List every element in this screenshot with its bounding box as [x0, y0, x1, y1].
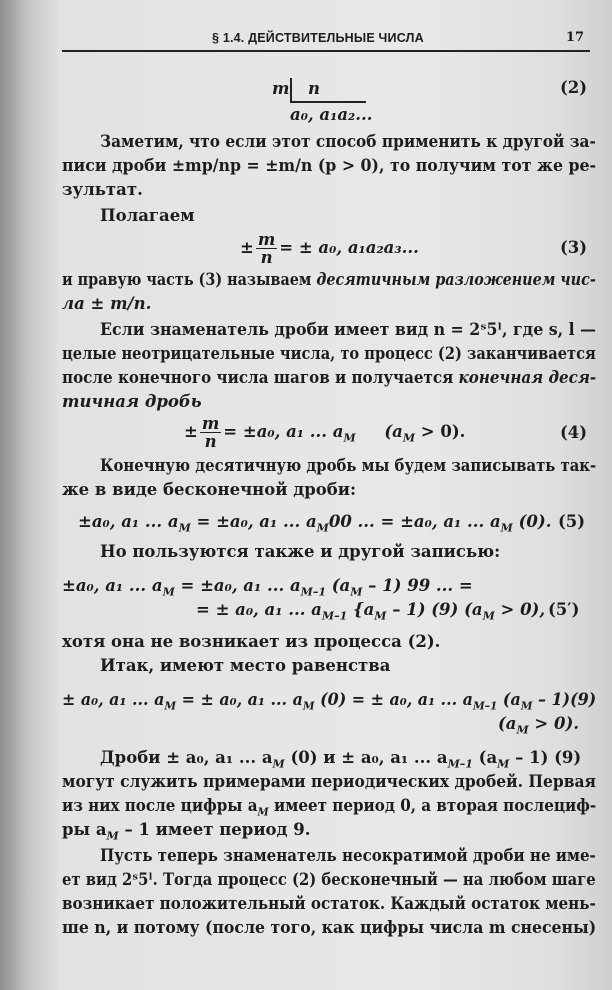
equation-4 [184, 412, 465, 458]
p3-term: десятичным разложением чис- [316, 270, 596, 289]
eq5-part1: ±a₀, a₁ ... a [78, 512, 179, 531]
p9-s4: M [257, 805, 269, 819]
p10-line3: возникает положительный остаток. Каждый остаток мень- [62, 894, 596, 913]
equation-6-line2 [498, 714, 579, 740]
eq6-s3: M–1 [472, 699, 498, 713]
eq5p-s1: M [162, 585, 175, 599]
scheme-dividend: m [272, 79, 290, 98]
p9-s1: M [272, 757, 285, 771]
eq6-s1: M [164, 699, 177, 713]
eq6-e: – 1)(9) [532, 690, 597, 709]
eq5p-s5: M [374, 609, 387, 623]
p9-b: (0) и ± a₀, a₁ ... a [284, 748, 448, 767]
eq4-num: m [201, 414, 220, 433]
eq5p-g: – 1) (9) (a [386, 600, 483, 619]
eq3-rhs: = ± a₀, a₁a₂a₃... [279, 238, 419, 257]
p10-line4: ше n, и потому (после того, как цифры числа m снесены) [62, 918, 597, 937]
p10-line2: ет вид 2ˢ5ˡ. Тогда процесс (2) бесконечный — на любом шаге [62, 870, 596, 889]
p9-d: – 1) (9) [509, 748, 582, 767]
eq5p-d: – 1) 99 ... = [362, 576, 473, 595]
p9-line4 [62, 820, 311, 846]
p1-line3: зультат. [62, 180, 143, 199]
eq4-rhs: = ±a₀, a₁ ... a [223, 422, 344, 441]
p9-e: из них после цифры a [62, 796, 258, 815]
eq-label-5: (5) [558, 512, 586, 531]
p9-c: (a [472, 748, 498, 767]
p9-line2: могут служить примерами периодических дробей. Первая [62, 772, 596, 791]
eq5-part2: = ±a₀, a₁ ... a [190, 512, 317, 531]
p7-line: хотя она не возникает из процесса (2). [62, 632, 441, 651]
p1-line2: писи дроби ±mp/np = ±m/n (p > 0), то получим тот же ре- [62, 156, 597, 175]
eq4-cond-sub: M [402, 431, 416, 445]
eq6-a: ± a₀, a₁ ... a [62, 690, 165, 709]
p3-text: и правую часть (3) называем [62, 270, 317, 289]
eq5p-s2: M–1 [300, 585, 326, 599]
eq6-s2: M [302, 699, 315, 713]
eq6-f: (a [498, 714, 517, 733]
eq3-fraction [256, 231, 277, 266]
eq5p-c: (a [326, 576, 351, 595]
scheme-horizontal-bar [290, 101, 366, 103]
scheme-vertical-bar [290, 78, 292, 102]
eq6-g: > 0). [528, 714, 580, 733]
p5-line2: же в виде бесконечной дроби: [62, 480, 357, 499]
eq6-s5: M [516, 723, 529, 737]
eq-label-3: (3) [560, 238, 588, 257]
equation-5p-line1 [62, 576, 473, 602]
equation-3 [240, 228, 419, 268]
section-title: § 1.4. ДЕЙСТВИТЕЛЬНЫЕ ЧИСЛА [212, 31, 424, 45]
eq5p-s3: M [350, 585, 363, 599]
eq5p-s4: M–1 [321, 609, 348, 623]
scheme-digits: a₀, a₁a₂... [290, 105, 373, 124]
p9-g: ры a [62, 820, 107, 839]
eq4-sub: M [343, 431, 356, 445]
p9-s3: M [497, 757, 510, 771]
eq4-pm: ± [184, 422, 198, 441]
eq6-c: (0) = ± a₀, a₁ ... a [314, 690, 473, 709]
eq5p-h: > 0), [494, 600, 546, 619]
p1-line1: Заметим, что если этот способ применить к другой за- [100, 132, 596, 151]
p4-line3 [62, 368, 596, 388]
p4-line1: Если знаменатель дроби имеет вид n = 2ˢ5ˡ, где s, l — [100, 320, 596, 339]
p6-line: Но пользуются также и другой записью: [100, 542, 501, 561]
eq6-d: (a [497, 690, 521, 709]
equation-5p-line2 [196, 600, 545, 626]
equation-5 [78, 512, 551, 538]
eq6-b: = ± a₀, a₁ ... a [176, 690, 303, 709]
eq6-s4: M [520, 699, 533, 713]
eq-label-4: (4) [560, 423, 588, 442]
p9-h: – 1 имеет период 9. [118, 820, 311, 839]
p3-line2: ла ± m/n. [62, 294, 152, 313]
eq5p-a: ±a₀, a₁ ... a [62, 576, 163, 595]
eq3-pm: ± [240, 238, 254, 257]
p4-line4: тичная дробь [62, 392, 202, 411]
eq4-cond-end: > 0). [415, 422, 466, 441]
eq5-part3: 00 ... = ±a₀, a₁ ... a [328, 512, 501, 531]
p9-f: имеет период 0, а вторая послециф- [268, 796, 597, 815]
p4-text: после конечного числа шагов и получается [62, 368, 459, 387]
scheme-divisor: n [308, 79, 320, 98]
p10-line1: Пусть теперь знаменатель несократимой дроби не име- [100, 846, 596, 865]
p4-term: конечная деся- [458, 368, 597, 387]
eq4-den: n [204, 432, 217, 451]
eq5p-s6: M [482, 609, 495, 623]
p9-s2: M–1 [447, 757, 473, 771]
p9-line1 [100, 748, 581, 774]
p2-line: Полагаем [100, 206, 195, 225]
eq5-sub2: M [316, 521, 329, 535]
p9-s5: M [106, 829, 119, 843]
eq4-cond: (a [384, 422, 403, 441]
eq4-fraction [200, 415, 221, 450]
eq5-sub3: M [500, 521, 513, 535]
p4-line2: целые неотрицательные числа, то процесс (2) заканчивается [62, 344, 596, 363]
eq-label-2: (2) [560, 78, 588, 97]
eq-label-5p: (5′) [548, 600, 580, 619]
p8-line: Итак, имеют место равенства [100, 656, 391, 675]
eq3-num: m [257, 230, 276, 249]
eq5-end: (0). [512, 512, 552, 531]
eq5p-f: {a [347, 600, 375, 619]
eq5p-e: = ± a₀, a₁ ... a [196, 600, 322, 619]
eq5p-b: = ±a₀, a₁ ... a [174, 576, 301, 595]
p3-line1 [62, 270, 596, 290]
running-header [62, 28, 590, 52]
eq3-den: n [260, 248, 273, 267]
equation-6-line1 [62, 690, 596, 716]
page-number: 17 [565, 30, 584, 45]
p5-line1: Конечную десятичную дробь мы будем записывать так- [100, 456, 597, 475]
p9-line3 [62, 796, 596, 822]
p9-a: Дроби ± a₀, a₁ ... a [100, 748, 273, 767]
eq5-sub1: M [178, 521, 191, 535]
